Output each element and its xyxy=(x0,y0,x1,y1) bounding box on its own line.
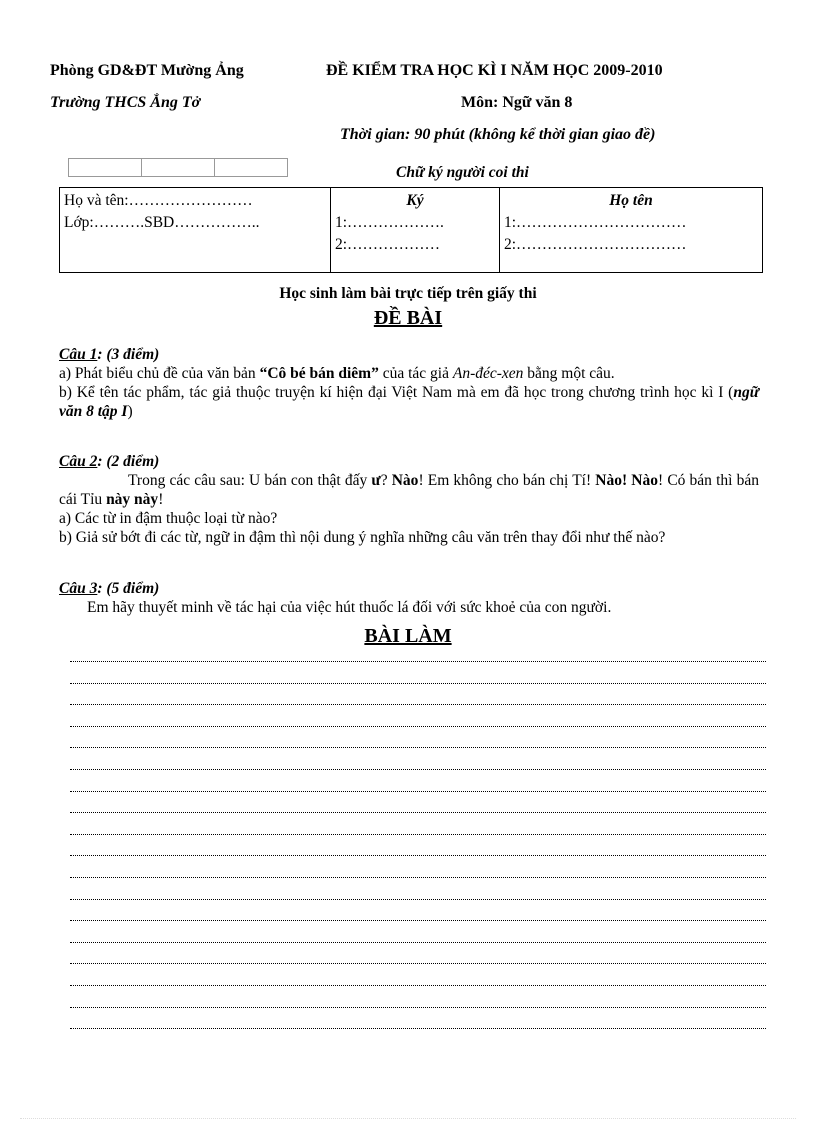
student-info-cell xyxy=(60,188,331,273)
answer-line xyxy=(70,769,766,770)
answer-line xyxy=(70,920,766,921)
q3-points: : (5 điểm) xyxy=(97,580,160,597)
sign-line-2: 2:……………… xyxy=(335,236,441,253)
q2-bold-word: ư xyxy=(371,472,381,489)
answer-line xyxy=(70,791,766,792)
question-3 xyxy=(59,579,759,617)
department: Phòng GD&ĐT Mường Ảng xyxy=(50,62,244,79)
question-2 xyxy=(59,452,759,547)
proctor-name-cell xyxy=(500,188,763,273)
answer-line xyxy=(70,747,766,748)
answer-line xyxy=(70,661,766,662)
answer-line xyxy=(70,834,766,835)
score-boxes xyxy=(68,158,288,177)
question-1 xyxy=(59,345,759,421)
answer-line xyxy=(70,855,766,856)
q2-bold-word: Nào! Nào xyxy=(595,472,658,489)
q2-text: ! Em không cho bán chị Tí! xyxy=(418,472,596,489)
q1a-text: của tác giả xyxy=(378,365,453,382)
q2-text: ! Có bán thì bán cái Tỉu xyxy=(59,472,759,508)
answer-line xyxy=(70,683,766,684)
page-footer-divider xyxy=(20,1118,796,1119)
fullname-header: Họ tên xyxy=(609,192,653,209)
subject: Môn: Ngữ văn 8 xyxy=(461,94,573,111)
q1a-author: An-đéc-xen xyxy=(452,365,524,382)
q1-points: : (3 điểm) xyxy=(97,346,160,363)
answer-line xyxy=(70,963,766,964)
answer-line xyxy=(70,1028,766,1029)
q2b-text: b) Giả sử bớt đi các từ, ngữ in đậm thì nội dung ý nghĩa những câu văn trên thay đổi như thế nào? xyxy=(59,529,666,546)
q2-points: : (2 điểm) xyxy=(97,453,160,470)
q1a-text: a) Phát biểu chủ đề của văn bản xyxy=(59,365,260,382)
q1-label: Câu 1 xyxy=(59,346,98,363)
student-class-line: Lớp:……….SBD…………….. xyxy=(64,214,260,231)
signature-cell xyxy=(331,188,500,273)
answer-line xyxy=(70,899,766,900)
school-name: Trường THCS Ẳng Tở xyxy=(50,94,201,111)
answer-line xyxy=(70,704,766,705)
answer-line xyxy=(70,942,766,943)
q1a-title: “Cô bé bán diêm” xyxy=(259,365,379,382)
q3-text: Em hãy thuyết minh về tác hại của việc hút thuốc lá đối với sức khoẻ của con người. xyxy=(87,599,612,616)
q2-text: Trong các câu sau: U bán con thật đấy xyxy=(128,472,372,489)
instruction: Học sinh làm bài trực tiếp trên giấy thi xyxy=(279,285,537,302)
answer-line xyxy=(70,1007,766,1008)
q1b-text: ) xyxy=(127,403,133,420)
answer-line xyxy=(70,726,766,727)
answer-line xyxy=(70,877,766,878)
exam-title: ĐỀ KIỂM TRA HỌC KÌ I NĂM HỌC 2009-2010 xyxy=(326,62,663,79)
student-name-line: Họ và tên:…………………… xyxy=(64,192,253,209)
q2a-text: a) Các từ in đậm thuộc loại từ nào? xyxy=(59,510,278,527)
section-title: ĐỀ BÀI xyxy=(373,307,443,329)
score-cell xyxy=(69,159,142,176)
proctor-name-line-1: 1:…………………………… xyxy=(504,214,687,231)
q2-bold-word: này này xyxy=(106,491,159,508)
proctor-signature-label: Chữ ký người coi thi xyxy=(396,164,529,181)
proctor-name-line-2: 2:…………………………… xyxy=(504,236,687,253)
score-cell xyxy=(215,159,287,176)
score-cell xyxy=(142,159,215,176)
q2-label: Câu 2 xyxy=(59,453,98,470)
q2-text: ! xyxy=(158,491,164,508)
q2-text: ? xyxy=(380,472,392,489)
q2-bold-word: Nào xyxy=(391,472,419,489)
sign-header: Ký xyxy=(406,192,424,209)
q1a-text: bằng một câu. xyxy=(523,365,615,382)
student-info-table xyxy=(59,187,763,273)
answer-line xyxy=(70,812,766,813)
exam-time: Thời gian: 90 phút (không kể thời gian giao đề) xyxy=(340,126,656,143)
q1b-text: b) Kể tên tác phẩm, tác giả thuộc truyện kí hiện đại Việt Nam mà em đã học trong chương trình học kì I ( xyxy=(59,384,734,401)
q1b-book: ngữ văn 8 tập I xyxy=(59,384,759,420)
answer-title: BÀI LÀM xyxy=(364,625,452,647)
q3-label: Câu 3 xyxy=(59,580,98,597)
sign-line-1: 1:………………. xyxy=(335,214,444,231)
answer-line xyxy=(70,985,766,986)
